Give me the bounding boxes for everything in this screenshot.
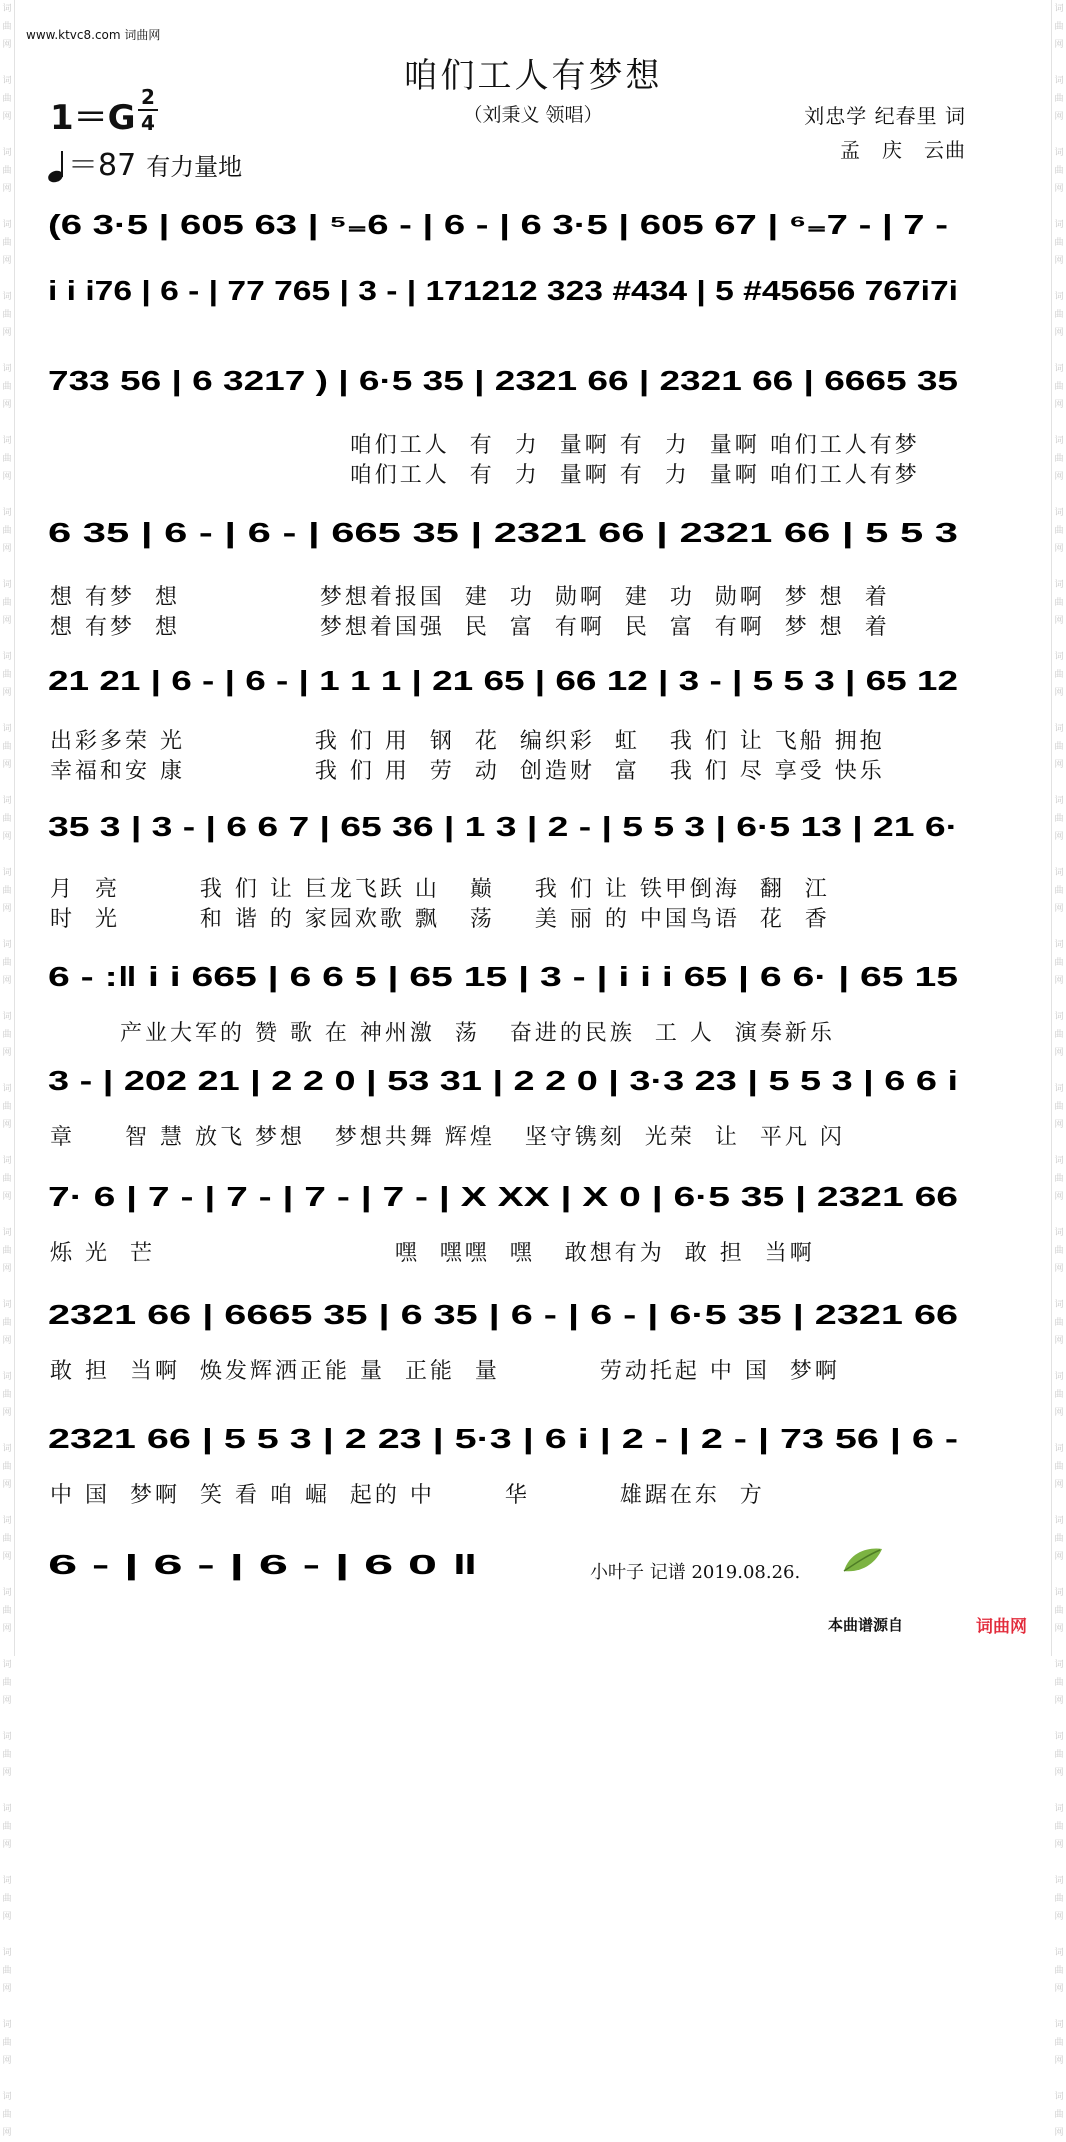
lyric-verse-1: 月 亮 我 们 让 巨龙飞跃 山 巅 我 们 让 铁甲倒海 翻 江	[50, 877, 830, 902]
time-signature	[138, 86, 158, 134]
tempo-value: ＝87	[68, 148, 137, 183]
lyric-verse-2: 时 光 和 谐 的 家园欢歌 飘 荡 美 丽 的 中国鸟语 花 香	[50, 907, 830, 932]
composer-credit: 孟 庆 云曲	[840, 138, 966, 162]
notation-text: i i i76 | 6 - | 77 765 | 3 - | 171212 323 #434 | 5 #45656 767i7i	[48, 275, 958, 306]
notation-text: 6 35 | 6 - | 6 - | 665 35 | 2321 66 | 2321 66 | 5 5 3	[48, 517, 958, 548]
lyric-verse-1: 出彩多荣 光 我 们 用 钢 花 编织彩 虹 我 们 让 飞船 拥抱	[50, 729, 885, 754]
lyric-verse-1: 咱们工人 有 力 量啊 有 力 量啊 咱们工人有梦	[50, 433, 920, 458]
lyric-line: 敢 担 当啊 焕发辉洒正能 量 正能 量 劳动托起 中 国 梦啊	[50, 1359, 840, 1384]
lyric-verse-1: 想 有梦 想 梦想着报国 建 功 勋啊 建 功 勋啊 梦 想 着	[50, 585, 890, 610]
lyric-line: 产业大军的 赞 歌 在 神州激 荡 奋进的民族 工 人 演奏新乐	[50, 1021, 835, 1046]
notation-text: 35 3 | 3 - | 6 6 7 | 65 36 | 1 3 | 2 - | 5 5 3 | 6·5 13 | 21 6·	[48, 811, 958, 842]
site-url[interactable]: www.ktvc8.com 词曲网	[26, 28, 161, 42]
lyric-line: 章 智 慧 放飞 梦想 梦想共舞 辉煌 坚守镌刻 光荣 让 平凡 闪	[50, 1125, 845, 1150]
song-subtitle: （刘秉义 领唱）	[463, 104, 603, 126]
notation-text: 2321 66 | 6665 35 | 6 35 | 6 - | 6 - | 6·5 35 | 2321 66	[48, 1299, 958, 1330]
left-watermark-strip: 词 曲 网 词 曲 网 词 曲 网 词 曲 网 词 曲 网 词 曲 网 词 曲 网 词 曲 网 词 曲 网 词 曲 网 词 曲 网 词 曲 网 词 曲 网 词 曲 网 词 曲 网 词 曲 网 词 曲 网 词 曲 网 词 曲 网 词 曲 网 词 曲 网 词 曲 网 词 曲 网 词 曲 网 词 曲 网 词 曲 网 词 曲 网 词 曲 网 词 曲 网 词 曲 网	[0, 0, 15, 1656]
transcriber-note: 小叶子 记谱 2019.08.26.	[590, 1562, 801, 1583]
notation-text: (6 3·5 | 605 63 | ⁵₌6 - | 6 - | 6 3·5 | 605 67 | ⁶₌7 - | 7 -	[48, 209, 948, 240]
notation-line	[42, 1048, 1024, 1108]
time-signature-top: 2	[141, 85, 155, 109]
notation-text: 3 - | 202 21 | 2 2 0 | 53 31 | 2 2 0 | 3·3 23 | 5 5 3 | 6 6 i	[48, 1065, 958, 1096]
brand-link[interactable]: 词曲网	[976, 1617, 1027, 1637]
notation-text: 2321 66 | 5 5 3 | 2 23 | 5·3 | 6 i | 2 - | 2 - | 73 56 | 6 -	[48, 1423, 958, 1454]
lyric-line: 中 国 梦啊 笑 看 咱 崛 起的 中 华 雄踞在东 方	[50, 1483, 765, 1508]
notation-text: 733 56 | 6 3217 ) | 6·5 35 | 2321 66 | 2321 66 | 6665 35	[48, 365, 958, 396]
notation-line	[42, 500, 1024, 560]
notation-line	[42, 258, 1024, 318]
notation-line	[42, 648, 1024, 708]
key-signature: 1＝G	[50, 98, 136, 138]
notation-text: 7· 6 | 7 - | 7 - | 7 - | 7 - | X XX | X 0 | 6·5 35 | 2321 66	[48, 1181, 959, 1212]
right-watermark-strip: 词 曲 网 词 曲 网 词 曲 网 词 曲 网 词 曲 网 词 曲 网 词 曲 网 词 曲 网 词 曲 网 词 曲 网 词 曲 网 词 曲 网 词 曲 网 词 曲 网 词 曲 网 词 曲 网 词 曲 网 词 曲 网 词 曲 网 词 曲 网 词 曲 网 词 曲 网 词 曲 网 词 曲 网 词 曲 网 词 曲 网 词 曲 网 词 曲 网 词 曲 网 词 曲 网	[1051, 0, 1066, 1656]
notation-text: 6 - | 6 - | 6 - | 6 0 ‖	[48, 1549, 478, 1580]
notation-line	[42, 1406, 1024, 1466]
tempo	[48, 140, 242, 184]
source-label: 本曲谱源自	[828, 1616, 904, 1634]
lyric-verse-2: 想 有梦 想 梦想着国强 民 富 有啊 民 富 有啊 梦 想 着	[50, 615, 890, 640]
tempo-mark: 有力量地	[146, 153, 243, 181]
notation-line	[42, 192, 1024, 252]
quarter-note-icon	[48, 152, 68, 184]
song-title: 咱们工人有梦想	[403, 56, 663, 96]
time-signature-bottom: 4	[141, 111, 155, 135]
lyricist-credit: 刘忠学 纪春里 词	[804, 104, 966, 128]
notation-line	[42, 794, 1024, 854]
lyric-verse-2: 幸福和安 康 我 们 用 劳 动 创造财 富 我 们 尽 享受 快乐	[50, 759, 885, 784]
notation-text: 21 21 | 6 - | 6 - | 1 1 1 | 21 65 | 66 12 | 3 - | 5 5 3 | 65 12	[48, 665, 958, 696]
notation-line	[42, 944, 1024, 1004]
notation-line	[42, 348, 1024, 408]
notation-line	[42, 1282, 1024, 1342]
leaf-icon	[840, 1545, 884, 1575]
notation-line	[42, 1164, 1024, 1224]
notation-text: 6 - :‖ i i 665 | 6 6 5 | 65 15 | 3 - | i i i 65 | 6 6· | 65 15	[48, 961, 958, 992]
lyric-verse-2: 咱们工人 有 力 量啊 有 力 量啊 咱们工人有梦	[50, 463, 920, 488]
lyric-line: 烁 光 芒 嘿 嘿嘿 嘿 敢想有为 敢 担 当啊	[50, 1241, 815, 1266]
